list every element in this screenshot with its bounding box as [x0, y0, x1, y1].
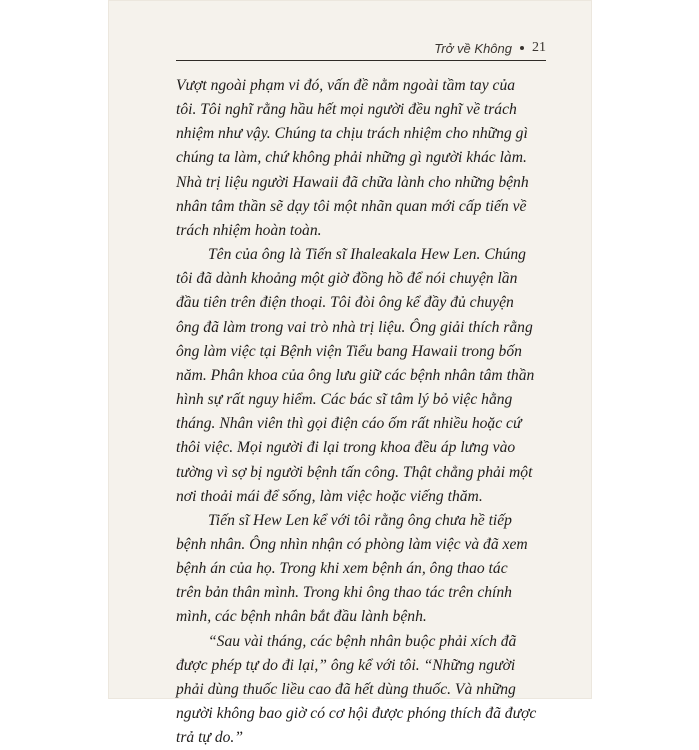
text-line: chúng ta làm, chứ không phải những gì người khác làm. [176, 149, 527, 167]
text-line: năm. Phân khoa của ông lưu giữ các bệnh nhân tâm thần [176, 366, 535, 384]
bullet-separator-icon [520, 46, 524, 50]
text-line: mình, các bệnh nhân bắt đầu lành bệnh. [176, 608, 427, 626]
text-line: Vượt ngoài phạm vi đó, vấn đề nằm ngoài tầm tay của [176, 77, 516, 94]
text-line: trên bản thân mình. Trong khi ông thao tác trên chính [176, 584, 512, 602]
text-line: hình sự rất nguy hiểm. Các bác sĩ tâm lý bỏ việc hằng [176, 391, 513, 409]
paragraph-1 [176, 74, 552, 243]
paragraph-3 [176, 509, 552, 630]
paragraph-4 [176, 630, 552, 750]
text-line: trả tự do.” [176, 729, 243, 747]
text-line: ông đã làm trong vai trò nhà trị liệu. Ông giải thích rằng [176, 318, 533, 336]
text-line: nhân tâm thần sẽ dạy tôi một nhãn quan mới cấp tiến về [176, 197, 527, 215]
text-line: bệnh án của họ. Trong khi xem bệnh án, ông thao tác [176, 560, 508, 578]
text-line: được phép tự do đi lại,” ông kể với tôi. “Những người [176, 656, 516, 674]
text-line: tháng. Nhân viên thì gọi điện cáo ốm rất nhiều hoặc cứ [176, 415, 522, 433]
body-text [176, 74, 552, 750]
text-line: nhiệm như vậy. Chúng ta chịu trách nhiệm cho những gì [176, 125, 528, 143]
text-line: nơi thoải mái để sống, làm việc hoặc viếng thăm. [176, 487, 483, 505]
text-line: phải dùng thuốc liều cao đã hết dùng thuốc. Và những [176, 680, 516, 698]
text-line: tôi đã dành khoảng một giờ đồng hồ để nói chuyện lần [176, 270, 518, 288]
book-page [108, 0, 592, 747]
text-line: ông làm việc tại Bệnh viện Tiểu bang Hawaii trong bốn [176, 342, 522, 360]
text-line: Tên của ông là Tiến sĩ Ihaleakala Hew Len. Chúng [208, 246, 526, 264]
header-rule [176, 60, 546, 61]
page-number: 21 [532, 40, 546, 55]
paragraph-2 [176, 243, 552, 509]
text-line: thôi việc. Mọi người đi lại trong khoa đều áp lưng vào [176, 439, 516, 457]
text-line: bệnh nhân. Ông nhìn nhận có phòng làm việc và đã xem [176, 535, 528, 553]
chapter-title: Trở về Không [434, 40, 512, 56]
text-line: đầu tiên trên điện thoại. Tôi đòi ông kể đầy đủ chuyện [176, 294, 514, 312]
text-line: trách nhiệm hoàn toàn. [176, 221, 322, 239]
text-line: Tiến sĩ Hew Len kể với tôi rằng ông chưa hề tiếp [208, 511, 512, 529]
text-line: tường vì sợ bị người bệnh tấn công. Thật chẳng phải một [176, 463, 533, 481]
running-head [434, 40, 546, 56]
text-line: tôi. Tôi nghĩ rằng hầu hết mọi người đều nghĩ về trách [176, 101, 517, 119]
text-line: “Sau vài tháng, các bệnh nhân buộc phải xích đã [208, 632, 517, 650]
text-line: người không bao giờ có cơ hội được phóng thích đã được [176, 705, 537, 723]
text-line: Nhà trị liệu người Hawaii đã chữa lành cho những bệnh [176, 173, 529, 191]
